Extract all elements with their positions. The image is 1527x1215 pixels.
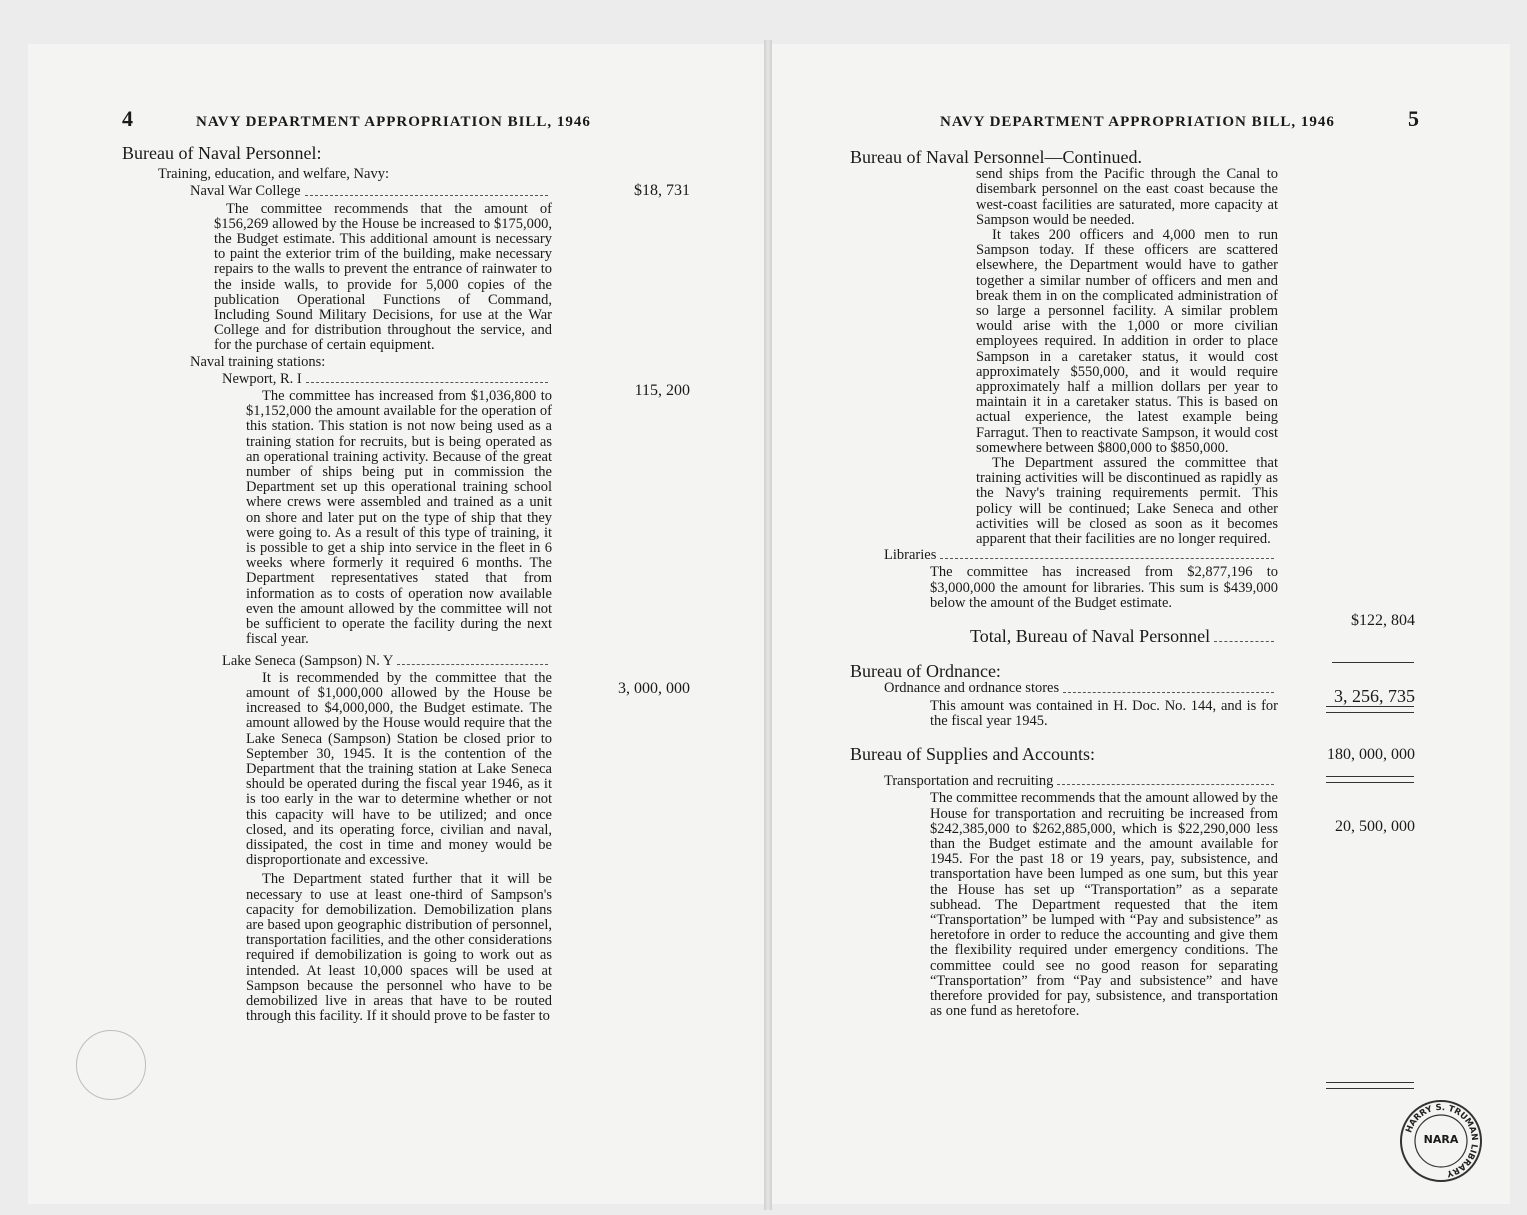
rule-single <box>1332 662 1414 663</box>
book-gutter <box>764 40 772 1210</box>
leader-dots <box>1214 641 1274 642</box>
leader-dots <box>940 558 1274 559</box>
page-number-left: 4 <box>122 106 134 131</box>
rule-double-ordnance <box>1326 776 1414 783</box>
paragraph-continued-3: The Department assured the committee that training activities will be discontinued as rapidly as the Navy's training requirements permit. This policy will be continued; Lake Seneca and other activities will be closed as soon as it becomes apparent that their facilities are no longer required. <box>976 455 1278 548</box>
item-label: Newport, R. I <box>222 370 302 387</box>
paragraph-continued-2: It takes 200 officers and 4,000 men to run Sampson today. If these officers are scattered elsewhere, the Department would have to gather together a similar number of officers and men and break them in on the complicated administration of so large a personnel facility. A similar problem would arise with the 1,000 or more civilian employees required. In addition in order to place Sampson in a caretaker status, it would cost approximately $550,000, and it would require approximately half a million dollars per year to maintain it in a caretaker status. This is based on actual experience, the latest example being Farragut. Then to reactivate Sampson, it would cost somewhere between $800,000 to $850,000. <box>976 227 1278 456</box>
subheading-training-stations: Naval training stations: <box>190 353 326 370</box>
amount-libraries: $122, 804 <box>1351 612 1415 629</box>
leader-dots <box>397 664 548 665</box>
rule-double-transportation <box>1326 1082 1414 1089</box>
faint-stamp <box>76 1030 146 1100</box>
amount-seneca: 3, 000, 000 <box>618 680 690 697</box>
item-label: Lake Seneca (Sampson) N. Y <box>222 652 394 669</box>
leader-dots <box>1057 784 1274 785</box>
bureau-heading-continued: Bureau of Naval Personnel—Continued. <box>850 147 1142 167</box>
right-column <box>850 147 1278 1020</box>
paragraph-libraries: The committee has increased from $2,877,196 to $3,000,000 the amount for libraries. This sum is $439,000 below the amount of the Budget estimate. <box>930 564 1278 611</box>
paragraph-newport: The committee has increased from $1,036,800 to $1,152,000 the amount available for the operation of this station. This station is not now being used as a training station for recruits, but is being operated as an operational training activity. Because of the great number of ships being put in commission the Department set up this operational training school where crews were assembled and trained as a unit on shore and later put on the type of ship that they were going to. As a result of this type of training, it is possible to get a ship into service in the fleet in 6 weeks where formerly it required 6 months. The Department representatives stated that from information as to costs of operation now available even the amount allowed by the committee will not be sufficient to operate the facility during the next fiscal year. <box>246 388 552 648</box>
stamp-center-text: NARA <box>1423 1133 1459 1146</box>
amount-total: 3, 256, 735 <box>1334 686 1415 706</box>
item-naval-war-college <box>122 184 552 199</box>
item-label: Libraries <box>884 547 937 564</box>
bureau-supplies-heading: Bureau of Supplies and Accounts: <box>850 743 1095 764</box>
right-running-head <box>940 106 1420 132</box>
left-column <box>122 143 552 1025</box>
item-newport <box>122 372 552 387</box>
item-label: Naval War College <box>190 183 301 200</box>
subheading-training: Training, education, and welfare, Navy: <box>158 166 389 183</box>
item-label: Transportation and recruiting <box>884 773 1054 790</box>
left-running-head <box>122 106 692 132</box>
leader-dots <box>306 382 548 383</box>
right-running-title: NAVY DEPARTMENT APPROPRIATION BILL, 1946 <box>940 114 1335 130</box>
left-running-title: NAVY DEPARTMENT APPROPRIATION BILL, 1946 <box>196 114 591 130</box>
amount-war-college: $18, 731 <box>634 182 690 199</box>
paragraph-seneca-1: It is recommended by the committee that the amount of $1,000,000 allowed by the House be increased to $4,000,000, the Budget estimate. The amount allowed by the House would require that the Lake Seneca (Sampson) Station be closed prior to September 30, 1945. It is the contention of the Department that the training station at Lake Seneca should be operated during the fiscal year 1946, as it is too early in the war to determine whether or not this capacity will have to be utilized; and once closed, and its operating force, civilian and naval, dissipated, the cost in time and money would be disproportionate and excessive. <box>246 669 552 869</box>
paragraph-transportation: The committee recommends that the amount allowed by the House for transportation and recruiting be increased from $242,385,000 to $262,885,000, which is $22,290,000 less than the Budget estimate and the amount available for 1945. For the past 18 or 19 years, pay, subsistence, and transportation have been lumped as one sum, but this year the House has set up “Transportation” as a separate subhead. The Department requested that the item “Transportation” be lumped with “Pay and subsistence” as heretofore in order to reduce the accounting and give them the flexibility required under emergency conditions. The committee could see no good reason for separating “Transportation” from “Pay and subsistence” and have therefore provided for pay, subsistence, and transportation as one fund as heretofore. <box>930 790 1278 1020</box>
item-transportation <box>850 774 1278 789</box>
leader-dots <box>305 195 549 196</box>
bureau-ordnance-heading: Bureau of Ordnance: <box>850 661 1001 682</box>
library-stamp <box>1400 1100 1482 1182</box>
item-label: Ordnance and ordnance stores <box>884 680 1060 697</box>
page-number-right: 5 <box>1408 106 1420 131</box>
amount-newport: 115, 200 <box>634 382 690 399</box>
amount-transportation: 20, 500, 000 <box>1335 818 1415 835</box>
leader-dots <box>1063 692 1274 693</box>
paragraph-continued-1: send ships from the Pacific through the Canal to disembark personnel on the east coast because the west-coast facilities are saturated, more capacity at Sampson would be needed. <box>976 166 1278 228</box>
paragraph-seneca-2: The Department stated further that it will be necessary to use at least one-third of Sampson's capacity for demobilization. Demobilization plans are based upon geographic distribution of personnel, transportation facilities, and the other considerations required if demobilization is going to work out as intended. At least 10,000 spaces will be used at Sampson because the personnel who have to be demobilized live in areas that have to be routed through this facility. If it should prove to be faster to <box>246 871 552 1025</box>
total-row <box>850 626 1278 647</box>
item-ordnance <box>850 681 1278 696</box>
paragraph-ordnance: This amount was contained in H. Doc. No. 144, and is for the fiscal year 1945. <box>930 697 1278 729</box>
stamp-ring-text: HARRY S. TRUMAN LIBRARY <box>1404 1102 1480 1179</box>
item-lake-seneca <box>122 654 552 669</box>
total-label: Total, Bureau of Naval Personnel <box>970 626 1211 647</box>
amount-ordnance: 180, 000, 000 <box>1327 746 1415 763</box>
rule-double-total <box>1326 706 1414 713</box>
bureau-heading: Bureau of Naval Personnel: <box>122 143 322 163</box>
item-libraries <box>850 548 1278 563</box>
paragraph-war-college: The committee recommends that the amount of $156,269 allowed by the House be increased to $175,000, the Budget estimate. This additional amount is necessary to paint the exterior trim of the building, make necessary repairs to the walls to prevent the entrance of rainwater to the inside walls, to provide for 5,000 copies of the publication Operational Functions of Command, Including Sound Military Decisions, for use at the War College and for distribution throughout the service, and for the purchase of certain equipment. <box>214 200 552 354</box>
